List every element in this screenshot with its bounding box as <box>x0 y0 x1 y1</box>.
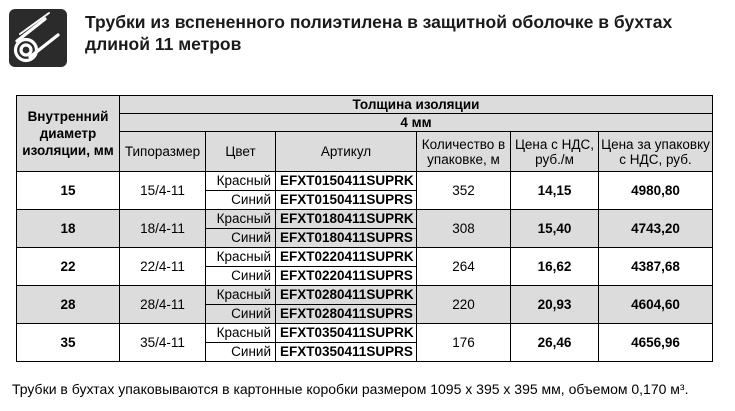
table-row <box>17 210 713 229</box>
table-row <box>17 172 713 191</box>
color-cell: Синий <box>206 267 276 286</box>
article-cell: EFXT0180411SUPRS <box>276 229 417 248</box>
qty-cell: 176 <box>417 324 511 362</box>
price-cell: 20,93 <box>511 286 599 324</box>
size-cell: 22/4-11 <box>120 248 206 286</box>
color-cell: Красный <box>206 286 276 305</box>
diameter-cell: 28 <box>17 286 120 324</box>
diameter-cell: 35 <box>17 324 120 362</box>
color-cell: Красный <box>206 324 276 343</box>
diameter-cell: 18 <box>17 210 120 248</box>
color-cell: Синий <box>206 305 276 324</box>
table-row <box>17 286 713 305</box>
qty-cell: 264 <box>417 248 511 286</box>
color-cell: Синий <box>206 343 276 362</box>
header-color: Цвет <box>206 132 276 172</box>
qty-cell: 308 <box>417 210 511 248</box>
pack-price-cell: 4743,20 <box>599 210 713 248</box>
article-cell: EFXT0350411SUPRK <box>276 324 417 343</box>
size-cell: 15/4-11 <box>120 172 206 210</box>
header-qty: Количество в упаковке, м <box>417 132 511 172</box>
header-thickness-value: 4 мм <box>120 114 713 132</box>
article-cell: EFXT0150411SUPRS <box>276 191 417 210</box>
article-cell: EFXT0150411SUPRK <box>276 172 417 191</box>
color-cell: Синий <box>206 229 276 248</box>
header-diameter: Внутренний диаметр изоляции, мм <box>17 96 120 172</box>
article-cell: EFXT0280411SUPRS <box>276 305 417 324</box>
header-size: Типоразмер <box>120 132 206 172</box>
pack-price-cell: 4980,80 <box>599 172 713 210</box>
qty-cell: 352 <box>417 172 511 210</box>
article-cell: EFXT0280411SUPRK <box>276 286 417 305</box>
price-cell: 14,15 <box>511 172 599 210</box>
price-cell: 26,46 <box>511 324 599 362</box>
article-cell: EFXT0220411SUPRK <box>276 248 417 267</box>
price-cell: 16,62 <box>511 248 599 286</box>
color-cell: Красный <box>206 172 276 191</box>
size-cell: 18/4-11 <box>120 210 206 248</box>
table-row <box>17 248 713 267</box>
page-title: Трубки из вспененного полиэтилена в защитной оболочке в бухтах длиной 11 метров <box>85 12 673 54</box>
header-article: Артикул <box>276 132 417 172</box>
packaging-note: Трубки в бухтах упаковываются в картонные коробки размером 1095 х 395 х 395 мм, объемом 0,170 м³. <box>12 381 689 397</box>
article-cell: EFXT0180411SUPRK <box>276 210 417 229</box>
qty-cell: 220 <box>417 286 511 324</box>
size-cell: 35/4-11 <box>120 324 206 362</box>
header-pack-price: Цена за упаковку с НДС, руб. <box>599 132 713 172</box>
pack-price-cell: 4656,96 <box>599 324 713 362</box>
color-cell: Красный <box>206 210 276 229</box>
table-row <box>17 324 713 343</box>
pack-price-cell: 4604,60 <box>599 286 713 324</box>
color-cell: Синий <box>206 191 276 210</box>
price-table <box>16 95 713 362</box>
price-cell: 15,40 <box>511 210 599 248</box>
header-price: Цена с НДС, руб./м <box>511 132 599 172</box>
color-cell: Красный <box>206 248 276 267</box>
article-cell: EFXT0350411SUPRS <box>276 343 417 362</box>
article-cell: EFXT0220411SUPRS <box>276 267 417 286</box>
diameter-cell: 15 <box>17 172 120 210</box>
diameter-cell: 22 <box>17 248 120 286</box>
pack-price-cell: 4387,68 <box>599 248 713 286</box>
foam-pipe-icon <box>9 9 67 67</box>
size-cell: 28/4-11 <box>120 286 206 324</box>
header-thickness: Толщина изоляции <box>120 96 713 114</box>
